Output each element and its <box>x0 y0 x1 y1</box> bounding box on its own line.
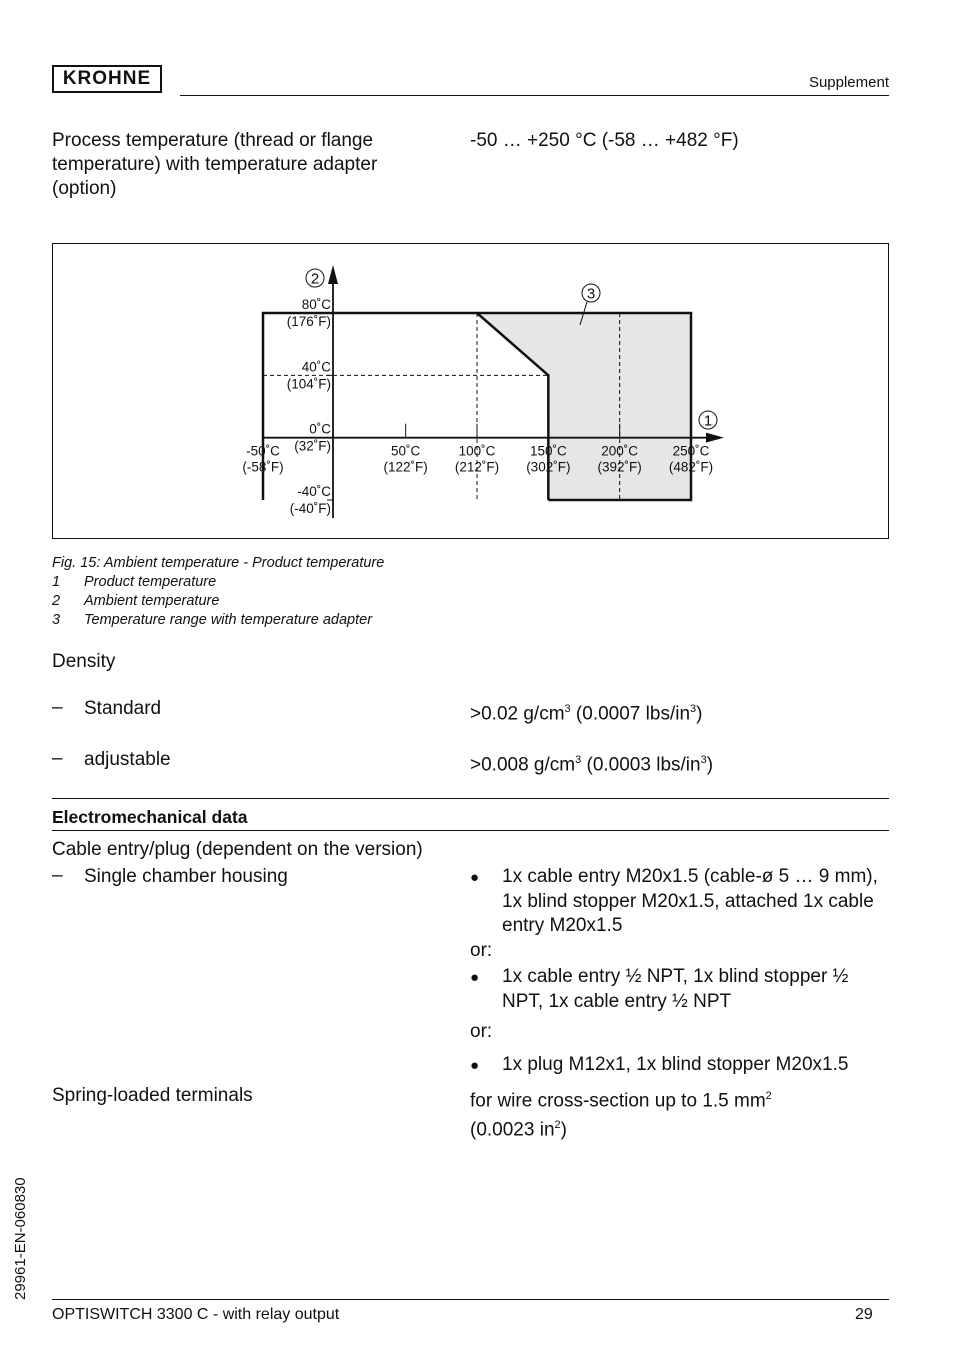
cable-option-2: 1x cable entry ½ NPT, 1x blind stopper ½ NPT, 1x cable entry ½ NPT <box>502 966 849 1012</box>
legend-item-text: Ambient temperature <box>84 593 220 609</box>
section-rule-bottom <box>52 830 889 831</box>
or-text: or: <box>470 940 493 961</box>
figure-caption: Fig. 15: Ambient temperature - Product temperature <box>52 555 385 571</box>
x-tick-label-f: (392˚F) <box>597 459 642 475</box>
x-tick-label-f: (482˚F) <box>668 459 714 475</box>
callout-number: 1 <box>703 412 713 430</box>
x-tick-label-f: (212˚F) <box>454 459 500 475</box>
dash-bullet: – <box>52 748 63 769</box>
density-adjustable-label: adjustable <box>84 749 171 770</box>
x-tick-label: -50˚C <box>246 443 280 459</box>
y-axis-arrow <box>328 265 338 284</box>
y-tick-label: -40˚C <box>297 484 331 499</box>
y-tick-label: 40˚C <box>301 359 331 375</box>
y-tick-label-f: (-40˚F) <box>289 501 331 516</box>
section-label: Supplement <box>808 74 889 91</box>
x-tick-label: 250˚C <box>672 443 710 459</box>
bullet-dot: ● <box>470 969 480 986</box>
or-text: or: <box>470 1021 493 1042</box>
document-id: 29961-EN-060830 <box>12 1177 29 1300</box>
legend-item-text: Product temperature <box>84 574 217 590</box>
y-tick-label-f: (176˚F) <box>286 314 331 329</box>
housing-label: Single chamber housing <box>84 866 288 887</box>
x-tick-label: 100˚C <box>458 443 496 459</box>
process-temp-label: Process temperature (thread or flange temperature) with temperature adapter (option) <box>52 130 378 199</box>
dash-bullet: – <box>52 865 63 886</box>
footer-rule <box>52 1299 889 1300</box>
terminals-label: Spring-loaded terminals <box>52 1085 253 1106</box>
x-tick-label-f: (122˚F) <box>383 459 428 475</box>
density-heading: Density <box>52 651 116 672</box>
y-tick-label-f: (104˚F) <box>286 376 331 392</box>
legend-item: 3 <box>52 612 61 628</box>
cable-option-1: 1x cable entry M20x1.5 (cable-ø 5 … 9 mm), 1x blind stopper M20x1.5, attached 1x cable entry M20x1.5 <box>502 866 878 936</box>
temperature-chart <box>0 0 954 560</box>
process-temp-value: -50 … +250 °C (-58 … +482 °F) <box>470 130 739 151</box>
x-tick-label-f: (302˚F) <box>526 459 571 475</box>
cable-entry-label: Cable entry/plug (dependent on the version) <box>52 839 423 860</box>
x-axis-arrow <box>706 433 724 443</box>
bullet-dot: ● <box>470 869 480 886</box>
section-rule-top <box>52 798 889 799</box>
terminals-value: for wire cross-section up to 1.5 $mm^2$ (0.0023 $in^2$) <box>470 1090 772 1141</box>
bullet-dot: ● <box>470 1057 480 1074</box>
density-standard-value: >0.02 $g/cm^3$ (0.0007 lbs/$in^3$) <box>470 703 703 725</box>
x-tick-label-f: (-58˚F) <box>242 459 284 475</box>
krohne-logo: KROHNE <box>52 65 162 93</box>
x-tick-label: 200˚C <box>601 443 639 459</box>
electromech-heading: Electromechanical data <box>52 807 248 827</box>
legend-item-text: Temperature range with temperature adapter <box>84 612 373 628</box>
density-adjustable-value: >0.008 $g/cm^3$ (0.0003 lbs/$in^3$) <box>470 754 714 776</box>
density-standard-label: Standard <box>84 698 162 719</box>
x-tick-label: 50˚C <box>391 443 421 459</box>
footer-product: OPTISWITCH 3300 C - with relay output <box>52 1306 340 1323</box>
callout-number: 3 <box>586 285 596 303</box>
callout-number: 2 <box>310 270 320 288</box>
y-tick-label: 80˚C <box>301 297 331 312</box>
dash-bullet: – <box>52 697 63 718</box>
legend-item: 1 <box>52 574 61 590</box>
cable-option-3: 1x plug M12x1, 1x blind stopper M20x1.5 <box>502 1054 849 1075</box>
y-tick-label-f: (32˚F) <box>294 438 331 454</box>
page-number: 29 <box>855 1306 873 1323</box>
y-tick-label: 0˚C <box>309 421 331 437</box>
legend-item: 2 <box>52 593 61 609</box>
x-tick-label: 150˚C <box>529 443 567 459</box>
